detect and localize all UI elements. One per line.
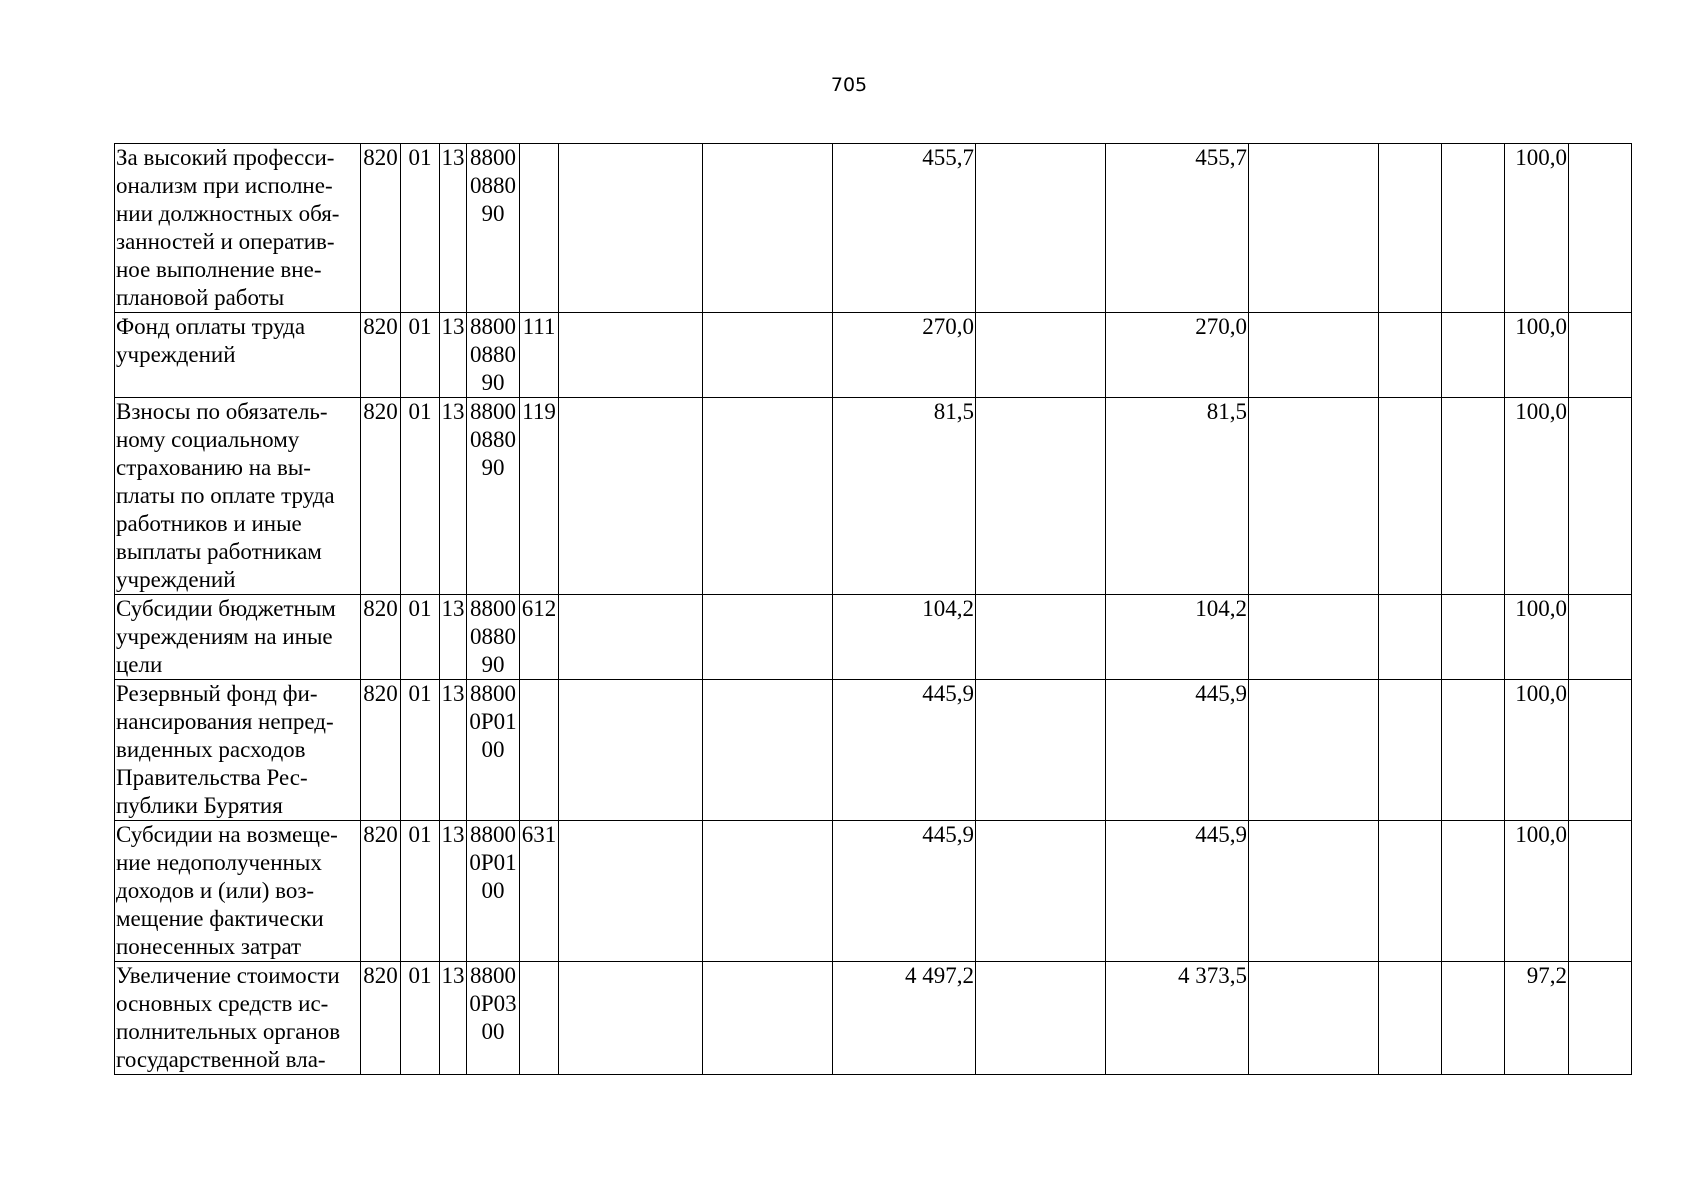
section-code-cell: 01 xyxy=(401,595,440,680)
section-code-cell: 01 xyxy=(401,962,440,1075)
empty-cell xyxy=(1442,962,1505,1075)
subsection-code-cell: 13 xyxy=(440,821,467,962)
executed-amount-cell: 270,0 xyxy=(1106,313,1249,398)
cell-line: полнительных органов xyxy=(116,1019,341,1044)
cell-line: 0880 xyxy=(470,173,516,198)
subsection-code-cell: 13 xyxy=(440,962,467,1075)
executed-amount-cell: 81,5 xyxy=(1106,398,1249,595)
empty-cell xyxy=(559,680,703,821)
empty-cell xyxy=(1569,680,1632,821)
approved-amount-cell: 270,0 xyxy=(833,313,976,398)
cell-line: 90 xyxy=(481,652,505,677)
section-code-cell: 01 xyxy=(401,144,440,313)
cell-line: плановой работы xyxy=(116,285,285,310)
empty-cell xyxy=(976,962,1106,1075)
target-article-cell xyxy=(467,144,520,313)
approved-amount-cell: 104,2 xyxy=(833,595,976,680)
table-row xyxy=(115,595,1632,680)
expense-type-cell: 612 xyxy=(520,595,559,680)
cell-line: 90 xyxy=(481,370,505,395)
cell-line: 0880 xyxy=(470,427,516,452)
subsection-code-cell: 13 xyxy=(440,398,467,595)
approved-amount-cell: 445,9 xyxy=(833,680,976,821)
empty-cell xyxy=(976,680,1106,821)
expense-type-cell: 119 xyxy=(520,398,559,595)
table-row xyxy=(115,962,1632,1075)
empty-cell xyxy=(703,680,833,821)
cell-line: 8800 xyxy=(470,596,516,621)
empty-cell xyxy=(1249,144,1379,313)
ministry-code-cell: 820 xyxy=(361,962,401,1075)
approved-amount-cell: 81,5 xyxy=(833,398,976,595)
cell-line: 0880 xyxy=(470,624,516,649)
target-article-cell xyxy=(467,313,520,398)
execution-percent-cell: 100,0 xyxy=(1505,398,1569,595)
ministry-code-cell: 820 xyxy=(361,821,401,962)
table-row xyxy=(115,821,1632,962)
empty-cell xyxy=(1569,313,1632,398)
budget-execution-table xyxy=(114,143,1632,1075)
ministry-code-cell: 820 xyxy=(361,313,401,398)
executed-amount-cell: 445,9 xyxy=(1106,821,1249,962)
executed-amount-cell: 4 373,5 xyxy=(1106,962,1249,1075)
subsection-code-cell: 13 xyxy=(440,313,467,398)
cell-line: Субсидии бюджетным xyxy=(116,596,336,621)
executed-amount-cell: 455,7 xyxy=(1106,144,1249,313)
cell-line: публики Бурятия xyxy=(116,793,283,818)
cell-line: 90 xyxy=(481,201,505,226)
target-article-cell xyxy=(467,398,520,595)
empty-cell xyxy=(1249,313,1379,398)
expense-name-cell xyxy=(115,144,361,313)
cell-line: 00 xyxy=(481,1019,505,1044)
cell-line: нансирования непред- xyxy=(116,709,334,734)
cell-line: 0P03 xyxy=(469,991,517,1016)
execution-percent-cell: 100,0 xyxy=(1505,595,1569,680)
empty-cell xyxy=(1379,821,1442,962)
target-article-cell xyxy=(467,962,520,1075)
table-row xyxy=(115,144,1632,313)
cell-line: 90 xyxy=(481,455,505,480)
empty-cell xyxy=(559,313,703,398)
subsection-code-cell: 13 xyxy=(440,144,467,313)
subsection-code-cell: 13 xyxy=(440,680,467,821)
cell-line: платы по оплате труда xyxy=(116,483,335,508)
executed-amount-cell: 104,2 xyxy=(1106,595,1249,680)
cell-line: ному социальному xyxy=(116,427,300,452)
executed-amount-cell: 445,9 xyxy=(1106,680,1249,821)
empty-cell xyxy=(1569,398,1632,595)
execution-percent-cell: 100,0 xyxy=(1505,680,1569,821)
expense-name-cell xyxy=(115,821,361,962)
cell-line: нии должностных обя- xyxy=(116,201,340,226)
empty-cell xyxy=(559,821,703,962)
cell-line: Правительства Рес- xyxy=(116,765,308,790)
empty-cell xyxy=(1379,680,1442,821)
empty-cell xyxy=(703,821,833,962)
table-row xyxy=(115,680,1632,821)
cell-line: Резервный фонд фи- xyxy=(116,681,318,706)
cell-line: выплаты работникам xyxy=(116,539,322,564)
ministry-code-cell: 820 xyxy=(361,595,401,680)
empty-cell xyxy=(559,595,703,680)
approved-amount-cell: 4 497,2 xyxy=(833,962,976,1075)
table-row xyxy=(115,398,1632,595)
page-number: 705 xyxy=(830,74,868,96)
empty-cell xyxy=(559,398,703,595)
table-body xyxy=(115,144,1632,1075)
cell-line: цели xyxy=(116,652,163,677)
empty-cell xyxy=(1249,595,1379,680)
empty-cell xyxy=(1442,821,1505,962)
empty-cell xyxy=(976,821,1106,962)
empty-cell xyxy=(1249,680,1379,821)
target-article-cell xyxy=(467,595,520,680)
expense-type-cell xyxy=(520,962,559,1075)
empty-cell xyxy=(1379,144,1442,313)
cell-line: Увеличение стоимости xyxy=(116,963,340,988)
cell-line: 8800 xyxy=(470,399,516,424)
empty-cell xyxy=(1442,398,1505,595)
cell-line: Взносы по обязатель- xyxy=(116,399,328,424)
cell-line: 0P01 xyxy=(469,709,517,734)
empty-cell xyxy=(976,595,1106,680)
expense-type-cell xyxy=(520,680,559,821)
cell-line: 8800 xyxy=(470,681,516,706)
section-code-cell: 01 xyxy=(401,821,440,962)
cell-line: 0P01 xyxy=(469,850,517,875)
execution-percent-cell: 100,0 xyxy=(1505,821,1569,962)
execution-percent-cell: 100,0 xyxy=(1505,313,1569,398)
empty-cell xyxy=(559,962,703,1075)
cell-line: учреждений xyxy=(116,342,236,367)
section-code-cell: 01 xyxy=(401,680,440,821)
cell-line: 8800 xyxy=(470,963,516,988)
expense-name-cell xyxy=(115,398,361,595)
cell-line: основных средств ис- xyxy=(116,991,329,1016)
expense-name-cell xyxy=(115,962,361,1075)
cell-line: понесенных затрат xyxy=(116,934,302,959)
empty-cell xyxy=(1379,962,1442,1075)
empty-cell xyxy=(1249,962,1379,1075)
cell-line: страхованию на вы- xyxy=(116,455,311,480)
cell-line: онализм при исполне- xyxy=(116,173,333,198)
ministry-code-cell: 820 xyxy=(361,680,401,821)
ministry-code-cell: 820 xyxy=(361,144,401,313)
empty-cell xyxy=(1569,962,1632,1075)
empty-cell xyxy=(976,144,1106,313)
cell-line: ние недополученных xyxy=(116,850,322,875)
cell-line: учреждениям на иные xyxy=(116,624,333,649)
empty-cell xyxy=(703,398,833,595)
empty-cell xyxy=(1442,144,1505,313)
empty-cell xyxy=(1379,595,1442,680)
cell-line: Субсидии на возмеще- xyxy=(116,822,338,847)
empty-cell xyxy=(1249,821,1379,962)
cell-line: За высокий професси- xyxy=(116,145,335,170)
empty-cell xyxy=(703,595,833,680)
empty-cell xyxy=(976,398,1106,595)
cell-line: 00 xyxy=(481,878,505,903)
empty-cell xyxy=(1569,595,1632,680)
cell-line: учреждений xyxy=(116,567,236,592)
approved-amount-cell: 455,7 xyxy=(833,144,976,313)
empty-cell xyxy=(703,313,833,398)
empty-cell xyxy=(1379,313,1442,398)
ministry-code-cell: 820 xyxy=(361,398,401,595)
expense-name-cell xyxy=(115,680,361,821)
section-code-cell: 01 xyxy=(401,398,440,595)
execution-percent-cell: 97,2 xyxy=(1505,962,1569,1075)
target-article-cell xyxy=(467,821,520,962)
empty-cell xyxy=(1569,144,1632,313)
cell-line: 0880 xyxy=(470,342,516,367)
empty-cell xyxy=(1442,595,1505,680)
expense-type-cell: 631 xyxy=(520,821,559,962)
cell-line: ное выполнение вне- xyxy=(116,257,322,282)
empty-cell xyxy=(703,144,833,313)
cell-line: 8800 xyxy=(470,314,516,339)
empty-cell xyxy=(559,144,703,313)
expense-name-cell xyxy=(115,313,361,398)
cell-line: виденных расходов xyxy=(116,737,306,762)
subsection-code-cell: 13 xyxy=(440,595,467,680)
approved-amount-cell: 445,9 xyxy=(833,821,976,962)
execution-percent-cell: 100,0 xyxy=(1505,144,1569,313)
expense-name-cell xyxy=(115,595,361,680)
table-row xyxy=(115,313,1632,398)
target-article-cell xyxy=(467,680,520,821)
empty-cell xyxy=(703,962,833,1075)
expense-type-cell: 111 xyxy=(520,313,559,398)
section-code-cell: 01 xyxy=(401,313,440,398)
cell-line: работников и иные xyxy=(116,511,302,536)
cell-line: 8800 xyxy=(470,145,516,170)
cell-line: доходов и (или) воз- xyxy=(116,878,315,903)
cell-line: занностей и оператив- xyxy=(116,229,335,254)
empty-cell xyxy=(1249,398,1379,595)
cell-line: государственной вла- xyxy=(116,1047,326,1072)
expense-type-cell xyxy=(520,144,559,313)
cell-line: Фонд оплаты труда xyxy=(116,314,306,339)
cell-line: 00 xyxy=(481,737,505,762)
empty-cell xyxy=(1569,821,1632,962)
empty-cell xyxy=(1442,680,1505,821)
empty-cell xyxy=(976,313,1106,398)
empty-cell xyxy=(1442,313,1505,398)
empty-cell xyxy=(1379,398,1442,595)
cell-line: мещение фактически xyxy=(116,906,324,931)
cell-line: 8800 xyxy=(470,822,516,847)
